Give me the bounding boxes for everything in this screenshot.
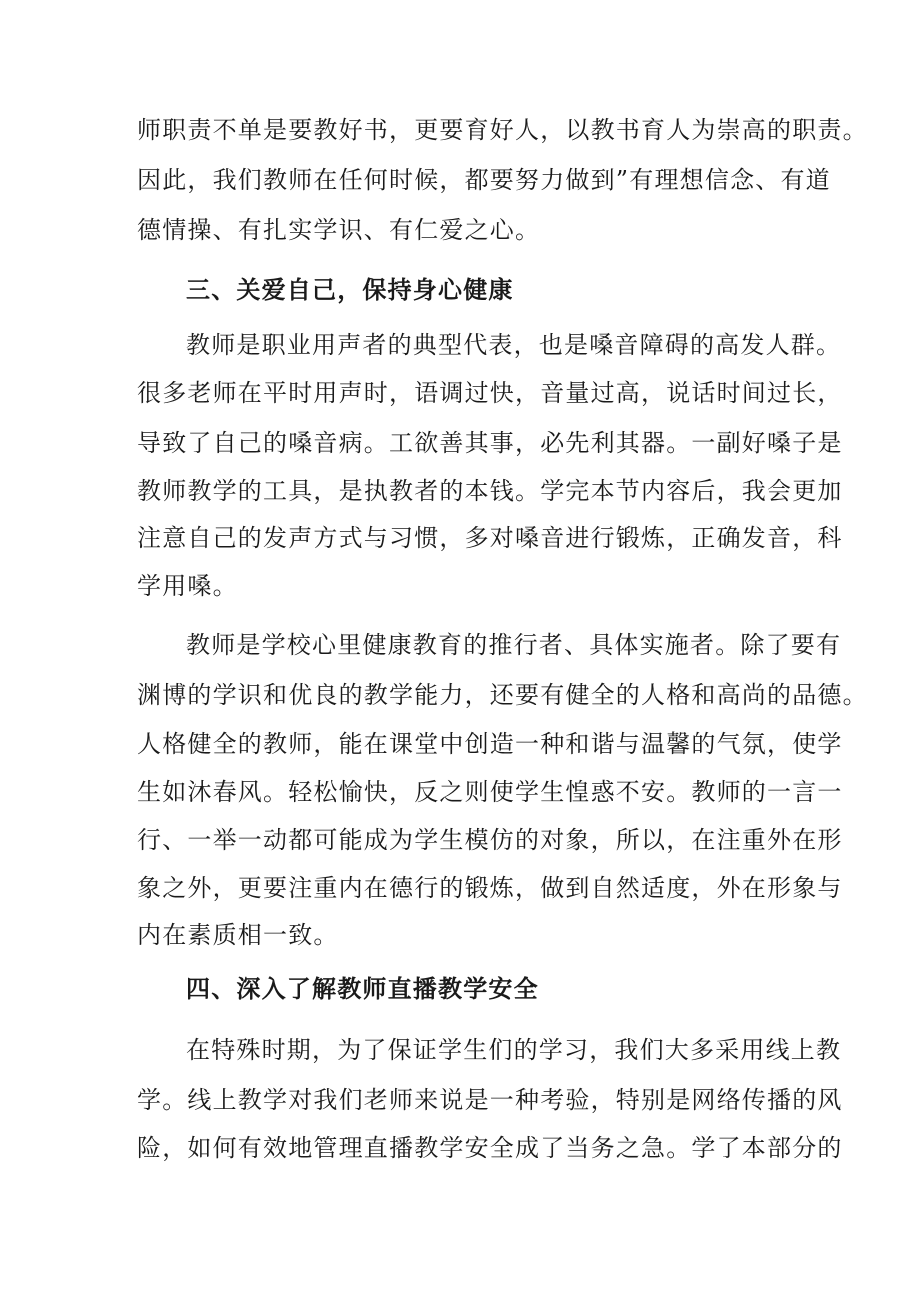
paragraph-line: 注意自己的发声方式与习惯，多对嗓音进行锻炼，正确发音，科: [137, 524, 843, 552]
paragraph-line: 导致了自己的嗓音病。工欲善其事，必先利其器。一副好嗓子是: [137, 429, 843, 457]
paragraph-line: 在特殊时期，为了保证学生们的学习，我们大多采用线上教: [186, 1036, 842, 1064]
paragraph-line: 很多老师在平时用声时，语调过快，音量过高，说话时间过长，: [137, 379, 843, 407]
paragraph-line: 学用嗓。: [137, 572, 238, 600]
section-heading: 四、深入了解教师直播教学安全: [186, 974, 539, 1003]
paragraph-line: 人格健全的教师，能在课堂中创造一种和谐与温馨的气氛，使学: [137, 730, 843, 758]
paragraph-line: 教师教学的工具，是执教者的本钱。学完本节内容后，我会更加: [137, 477, 843, 505]
paragraph-line: 渊博的学识和优良的教学能力，还要有健全的人格和高尚的品德。: [137, 681, 868, 709]
paragraph-line: 德情操、有扎实学识、有仁爱之心。: [137, 216, 541, 244]
paragraph-line: 险，如何有效地管理直播教学安全成了当务之急。学了本部分的: [137, 1134, 843, 1162]
paragraph-line: 行、一举一动都可能成为学生模仿的对象，所以，在注重外在形: [137, 826, 843, 854]
paragraph-line: 师职责不单是要教好书，更要育好人，以教书育人为崇高的职责。: [137, 116, 868, 144]
section-heading: 三、关爱自己，保持身心健康: [186, 275, 514, 304]
paragraph-line: 学。线上教学对我们老师来说是一种考验，特别是网络传播的风: [137, 1086, 843, 1114]
paragraph-line: 内在素质相一致。: [137, 921, 339, 949]
paragraph-line: 生如沐春风。轻松愉快，反之则使学生惶惑不安。教师的一言一: [137, 778, 843, 806]
paragraph-line: 象之外，更要注重内在德行的锻炼，做到自然适度，外在形象与: [137, 874, 843, 902]
paragraph-line: 因此，我们教师在任何时候，都要努力做到”有理想信念、有道: [137, 166, 831, 194]
paragraph-line: 教师是学校心里健康教育的推行者、具体实施者。除了要有: [186, 631, 842, 659]
paragraph-line: 教师是职业用声者的典型代表，也是嗓音障碍的高发人群。: [186, 331, 842, 359]
